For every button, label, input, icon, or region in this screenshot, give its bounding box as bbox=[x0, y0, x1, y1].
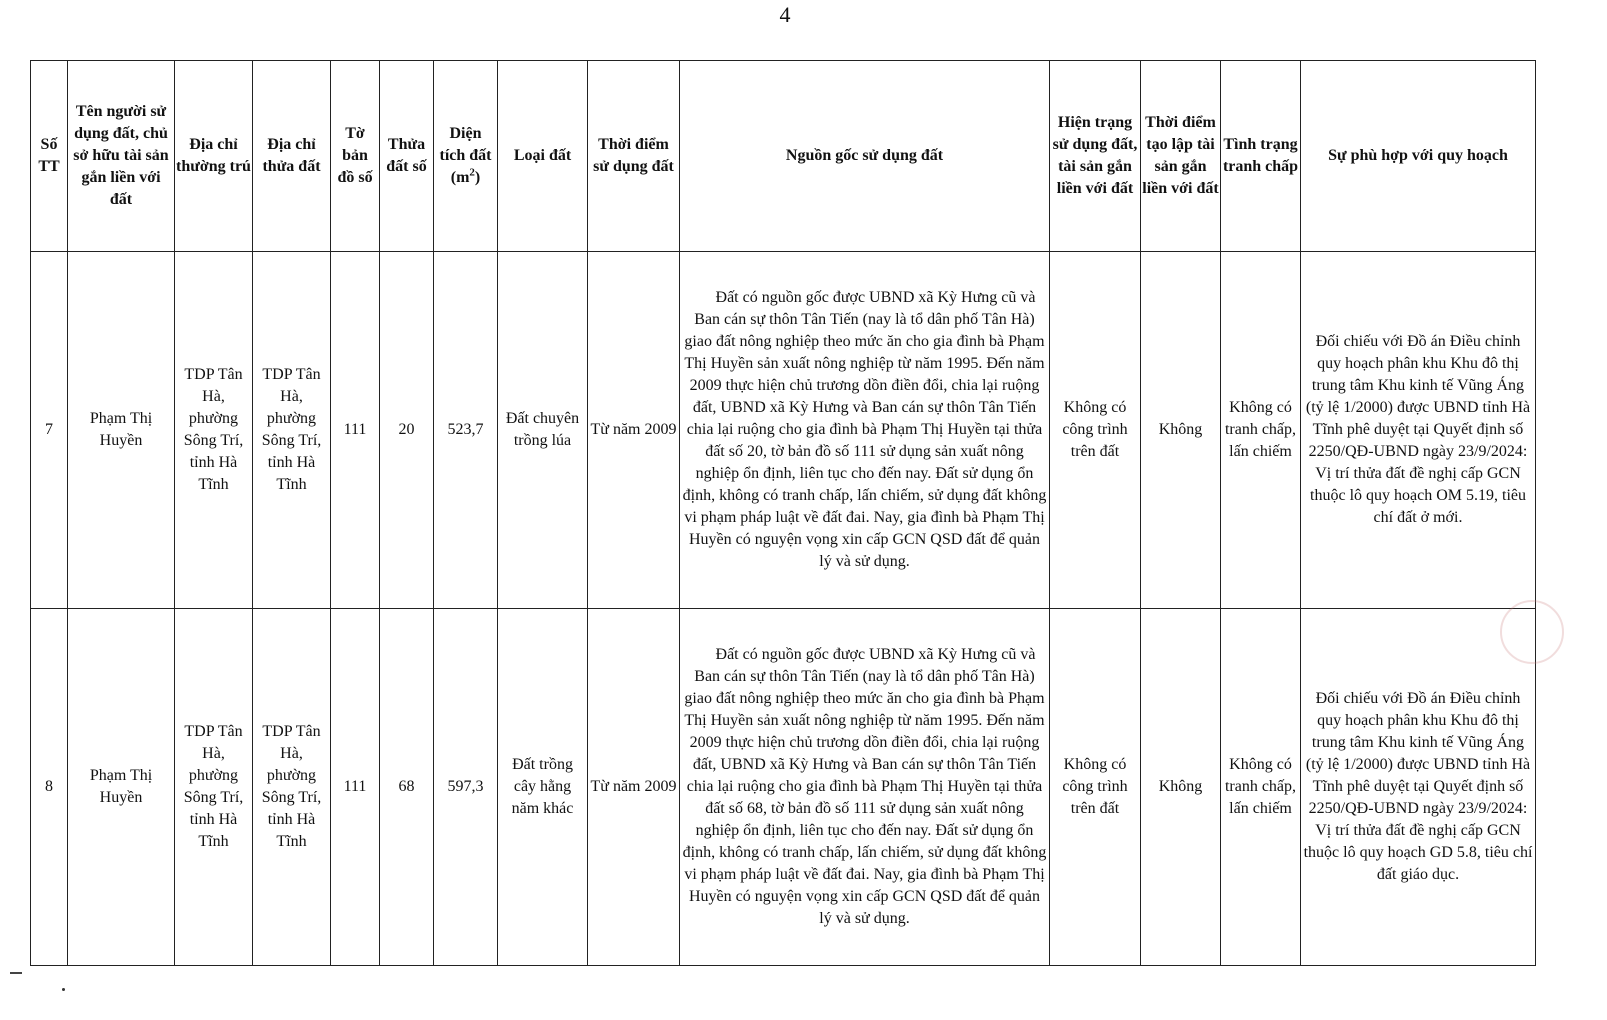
land-register-table bbox=[30, 60, 1536, 966]
cell-use-time: Từ năm 2009 bbox=[588, 252, 680, 609]
scan-mark-dash bbox=[10, 972, 22, 974]
cell-use-time: Từ năm 2009 bbox=[588, 609, 680, 966]
cell-map-sheet: 111 bbox=[331, 252, 380, 609]
header-area-text: Diện tích đất (m bbox=[439, 125, 492, 186]
header-land-type: Loại đất bbox=[498, 61, 588, 252]
cell-area: 597,3 bbox=[434, 609, 498, 966]
header-owner: Tên người sử dụng đất, chủ sở hữu tài sản gắn liền với đất bbox=[68, 61, 175, 252]
header-asset-time: Thời điểm tạo lập tài sản gắn liền với đất bbox=[1141, 61, 1221, 252]
cell-asset-time: Không bbox=[1141, 609, 1221, 966]
cell-map-sheet: 111 bbox=[331, 609, 380, 966]
page-number: 4 bbox=[779, 2, 791, 27]
cell-land-type: Đất chuyên trồng lúa bbox=[498, 252, 588, 609]
cell-planning: Đối chiếu với Đồ án Điều chỉnh quy hoạch phân khu Khu đô thị trung tâm Khu kinh tế Vũng Áng (tỷ lệ 1/2000) được UBND tỉnh Hà Tĩnh phê duyệt tại Quyết định số 2250/QĐ-UBND ngày 23/9/2024: Vị trí thửa đất đề nghị cấp GCN thuộc lô quy hoạch OM 5.19, tiêu chí đất ở mới. bbox=[1301, 252, 1536, 609]
cell-dispute: Không có tranh chấp, lấn chiếm bbox=[1221, 252, 1301, 609]
origin-text: Đất có nguồn gốc được UBND xã Kỳ Hưng cũ và Ban cán sự thôn Tân Tiến (nay là tổ dân phố Tân Hà) giao đất nông nghiệp theo mức ăn cho gia đình bà Phạm Thị Huyền sản xuất nông nghiệp từ năm 1995. Đến năm 2009 thực hiện chủ trương dồn điền đổi, chia lại ruộng đất, UBND xã Kỳ Hưng và Ban cán sự thôn Tân Tiến chia lại ruộng cho gia đình bà Phạm Thị Huyền tại thửa đất số 20, tờ bản đồ số 111 sử dụng sản xuất nông nghiệp ổn định, liên tục cho đến nay. Đất sử dụng ổn định, không có tranh chấp, lấn chiếm, sử dụng đất không vi phạm pháp luật về đất đai. Nay, gia đình bà Phạm Thị Huyền có nguyện vọng xin cấp GCN QSD đất để quản lý và sử dụng. bbox=[682, 289, 1047, 570]
cell-origin bbox=[680, 252, 1050, 609]
faint-stamp-mark bbox=[1500, 600, 1564, 664]
header-planning: Sự phù hợp với quy hoạch bbox=[1301, 61, 1536, 252]
header-parcel-no: Thửa đất số bbox=[380, 61, 434, 252]
origin-text: Đất có nguồn gốc được UBND xã Kỳ Hưng cũ và Ban cán sự thôn Tân Tiến (nay là tổ dân phố Tân Hà) giao đất nông nghiệp theo mức ăn cho gia đình bà Phạm Thị Huyền sản xuất nông nghiệp từ năm 1995. Đến năm 2009 thực hiện chủ trương dồn điền đổi, chia lại ruộng đất, UBND xã Kỳ Hưng và Ban cán sự thôn Tân Tiến chia lại ruộng cho gia đình bà Phạm Thị Huyền tại thửa đất số 68, tờ bản đồ số 111 sử dụng sản xuất nông nghiệp ổn định, liên tục cho đến nay. Đất sử dụng ổn định, không có tranh chấp, lấn chiếm, sử dụng đất không vi phạm pháp luật về đất đai. Nay, gia đình bà Phạm Thị Huyền có nguyện vọng xin cấp GCN QSD đất để quản lý và sử dụng. bbox=[682, 646, 1047, 927]
cell-parcel-no: 20 bbox=[380, 252, 434, 609]
cell-planning: Đối chiếu với Đồ án Điều chỉnh quy hoạch phân khu Khu đô thị trung tâm Khu kinh tế Vũng Áng (tỷ lệ 1/2000) được UBND tỉnh Hà Tĩnh phê duyệt tại Quyết định số 2250/QĐ-UBND ngày 23/9/2024: Vị trí thửa đất đề nghị cấp GCN thuộc lô quy hoạch GD 5.8, tiêu chí đất giáo dục. bbox=[1301, 609, 1536, 966]
header-origin: Nguồn gốc sử dụng đất bbox=[680, 61, 1050, 252]
cell-parcel-address: TDP Tân Hà, phường Sông Trí, tỉnh Hà Tĩnh bbox=[253, 252, 331, 609]
cell-residence: TDP Tân Hà, phường Sông Trí, tỉnh Hà Tĩnh bbox=[175, 609, 253, 966]
cell-owner: Phạm Thị Huyền bbox=[68, 252, 175, 609]
cell-stt: 7 bbox=[31, 252, 68, 609]
cell-dispute: Không có tranh chấp, lấn chiếm bbox=[1221, 609, 1301, 966]
cell-parcel-address: TDP Tân Hà, phường Sông Trí, tỉnh Hà Tĩnh bbox=[253, 609, 331, 966]
cell-stt: 8 bbox=[31, 609, 68, 966]
header-residence: Địa chỉ thường trú bbox=[175, 61, 253, 252]
table-row bbox=[31, 609, 1536, 966]
scan-mark-dot bbox=[62, 988, 65, 991]
header-row bbox=[31, 61, 1536, 252]
header-map-sheet: Tờ bản đồ số bbox=[331, 61, 380, 252]
header-area-sup: 2 bbox=[469, 166, 475, 179]
cell-current-status: Không có công trình trên đất bbox=[1050, 252, 1141, 609]
cell-area: 523,7 bbox=[434, 252, 498, 609]
cell-asset-time: Không bbox=[1141, 252, 1221, 609]
header-parcel-address: Địa chỉ thửa đất bbox=[253, 61, 331, 252]
header-current-status: Hiện trạng sử dụng đất, tài sản gắn liền với đất bbox=[1050, 61, 1141, 252]
cell-current-status: Không có công trình trên đất bbox=[1050, 609, 1141, 966]
table-row bbox=[31, 252, 1536, 609]
cell-parcel-no: 68 bbox=[380, 609, 434, 966]
header-stt: Số TT bbox=[31, 61, 68, 252]
header-dispute: Tình trạng tranh chấp bbox=[1221, 61, 1301, 252]
header-use-time: Thời điểm sử dụng đất bbox=[588, 61, 680, 252]
header-area-close: ) bbox=[474, 169, 481, 186]
cell-land-type: Đất trồng cây hằng năm khác bbox=[498, 609, 588, 966]
cell-residence: TDP Tân Hà, phường Sông Trí, tỉnh Hà Tĩnh bbox=[175, 252, 253, 609]
cell-owner: Phạm Thị Huyền bbox=[68, 609, 175, 966]
header-area bbox=[434, 61, 498, 252]
cell-origin bbox=[680, 609, 1050, 966]
